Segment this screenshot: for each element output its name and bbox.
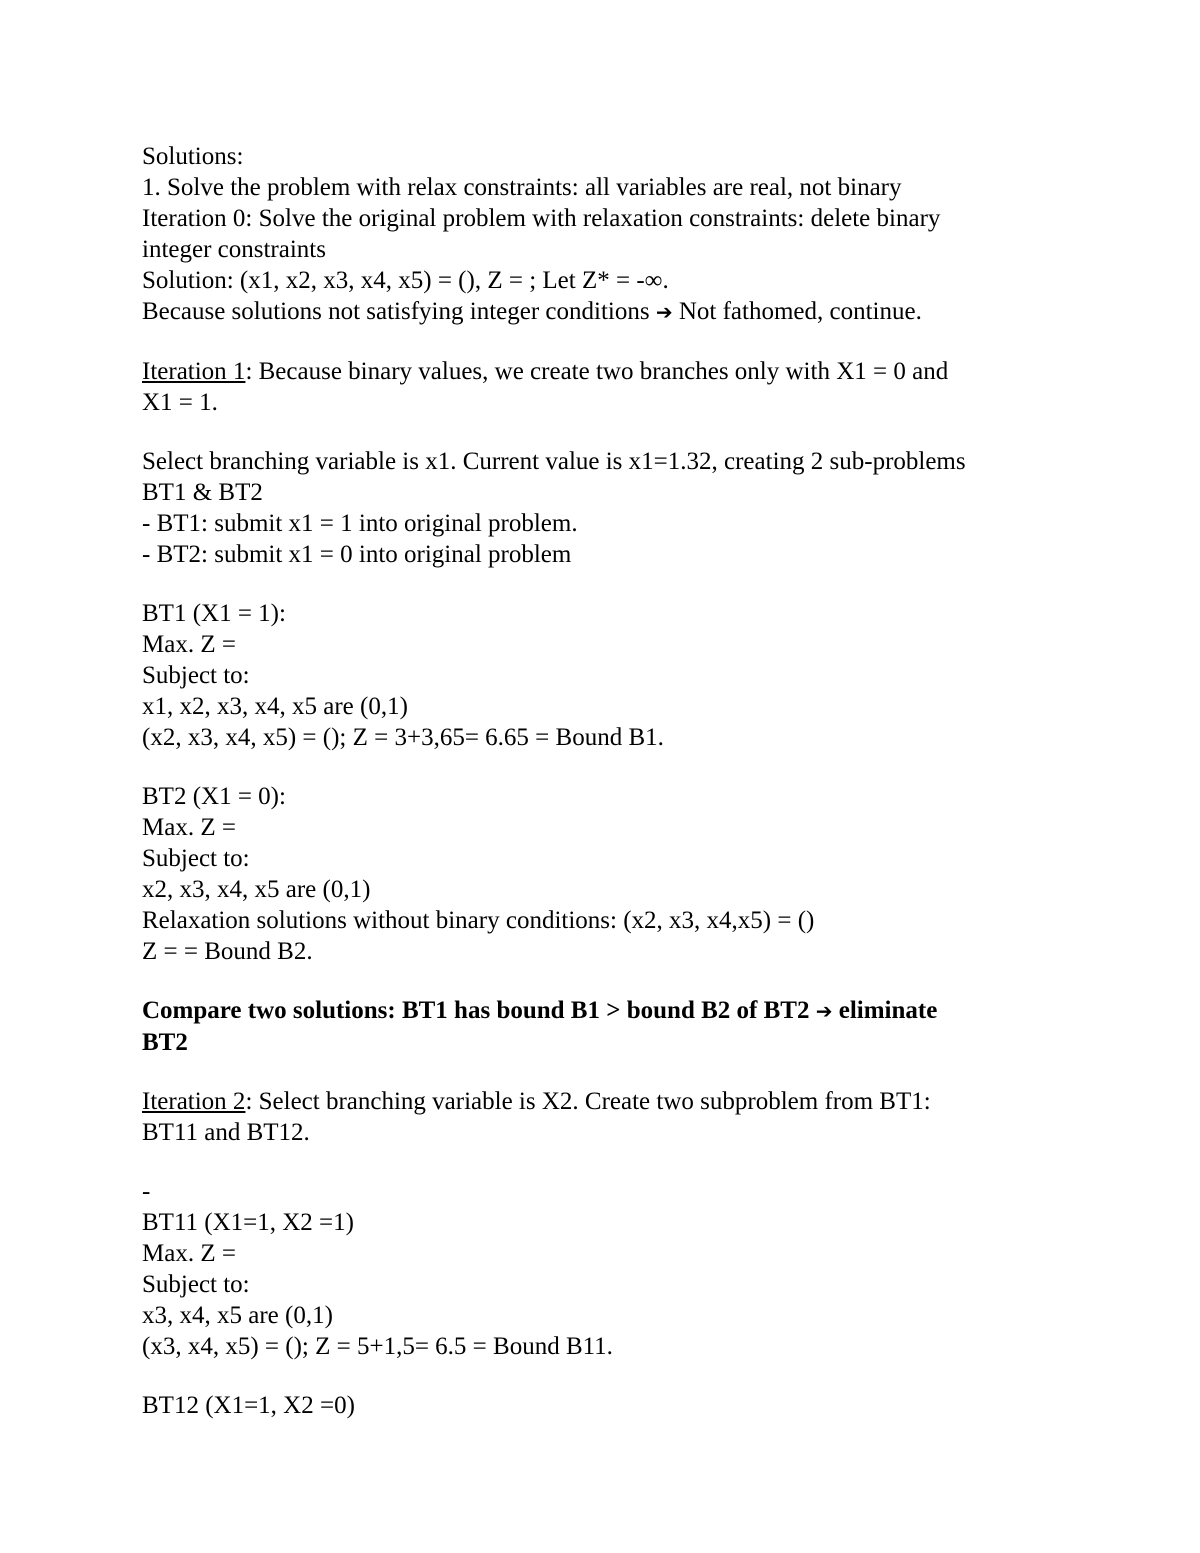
iteration-1-label: Iteration 1 bbox=[142, 358, 246, 385]
spacer bbox=[142, 1362, 1072, 1390]
iteration-2-label: Iteration 2 bbox=[142, 1088, 246, 1115]
iteration-2-line-1 bbox=[142, 1086, 1072, 1117]
spacer bbox=[142, 1148, 1072, 1176]
solution-line: Solution: (x1, x2, x3, x4, x5) = (), Z = ; Let Z* = -∞. bbox=[142, 267, 669, 294]
bt2-relax: Relaxation solutions without binary conditions: (x2, x3, x4,x5) = () bbox=[142, 907, 815, 934]
because-text-post: Not fathomed, continue. bbox=[672, 298, 922, 325]
spacer bbox=[142, 1058, 1072, 1086]
bt11-subject: Subject to: bbox=[142, 1271, 250, 1298]
step-1-text: 1. Solve the problem with relax constraints: all variables are real, not binary bbox=[142, 174, 902, 201]
select-branching-line-1: Select branching variable is x1. Current value is x1=1.32, creating 2 sub-problems bbox=[142, 448, 966, 475]
bt1-vars: x1, x2, x3, x4, x5 are (0,1) bbox=[142, 693, 408, 720]
compare-line-2: BT2 bbox=[142, 1029, 188, 1056]
select-branching-line-2: BT1 & BT2 bbox=[142, 479, 263, 506]
iteration-2-line-2: BT11 and BT12. bbox=[142, 1119, 310, 1146]
solutions-heading: Solutions: bbox=[142, 143, 244, 170]
bt11-vars: x3, x4, x5 are (0,1) bbox=[142, 1302, 333, 1329]
iteration-0-line-2: integer constraints bbox=[142, 236, 326, 263]
compare-line-1 bbox=[142, 995, 1072, 1027]
bt2-submit-line: - BT2: submit x1 = 0 into original problem bbox=[142, 541, 572, 568]
bt2-vars: x2, x3, x4, x5 are (0,1) bbox=[142, 876, 371, 903]
spacer bbox=[142, 753, 1072, 781]
spacer bbox=[142, 328, 1072, 356]
iteration-1-line-2: X1 = 1. bbox=[142, 389, 218, 416]
bt2-subject: Subject to: bbox=[142, 845, 250, 872]
because-line bbox=[142, 296, 1072, 328]
bt2-title: BT2 (X1 = 0): bbox=[142, 783, 286, 810]
iteration-0-line-1: Iteration 0: Solve the original problem with relaxation constraints: delete binary bbox=[142, 205, 941, 232]
iteration-1-text: : Because binary values, we create two branches only with X1 = 0 and bbox=[245, 358, 949, 385]
bt11-title: BT11 (X1=1, X2 =1) bbox=[142, 1209, 354, 1236]
bt1-subject: Subject to: bbox=[142, 662, 250, 689]
document-page bbox=[142, 141, 1072, 1421]
bt2-max: Max. Z = bbox=[142, 814, 236, 841]
bt1-title: BT1 (X1 = 1): bbox=[142, 600, 286, 627]
right-arrow-icon: ➔ bbox=[655, 300, 673, 324]
bt12-title: BT12 (X1=1, X2 =0) bbox=[142, 1392, 355, 1419]
bt1-submit-line: - BT1: submit x1 = 1 into original problem. bbox=[142, 510, 578, 537]
iteration-2-text: : Select branching variable is X2. Create two subproblem from BT1: bbox=[245, 1088, 931, 1115]
iteration-2-dash: - bbox=[142, 1178, 151, 1205]
compare-text-post: eliminate bbox=[832, 997, 938, 1024]
bt11-result: (x3, x4, x5) = (); Z = 5+1,5= 6.5 = Bound B11. bbox=[142, 1333, 613, 1360]
bt1-result: (x2, x3, x4, x5) = (); Z = 3+3,65= 6.65 = Bound B1. bbox=[142, 724, 664, 751]
spacer bbox=[142, 967, 1072, 995]
spacer bbox=[142, 418, 1072, 446]
because-text-pre: Because solutions not satisfying integer conditions bbox=[142, 298, 656, 325]
bt11-max: Max. Z = bbox=[142, 1240, 236, 1267]
compare-text-pre: Compare two solutions: BT1 has bound B1 > bound B2 of BT2 bbox=[142, 997, 816, 1024]
spacer bbox=[142, 570, 1072, 598]
bt2-z: Z = = Bound B2. bbox=[142, 938, 313, 965]
bt1-max: Max. Z = bbox=[142, 631, 236, 658]
right-arrow-icon: ➔ bbox=[815, 999, 833, 1023]
iteration-1-line-1 bbox=[142, 356, 1072, 387]
